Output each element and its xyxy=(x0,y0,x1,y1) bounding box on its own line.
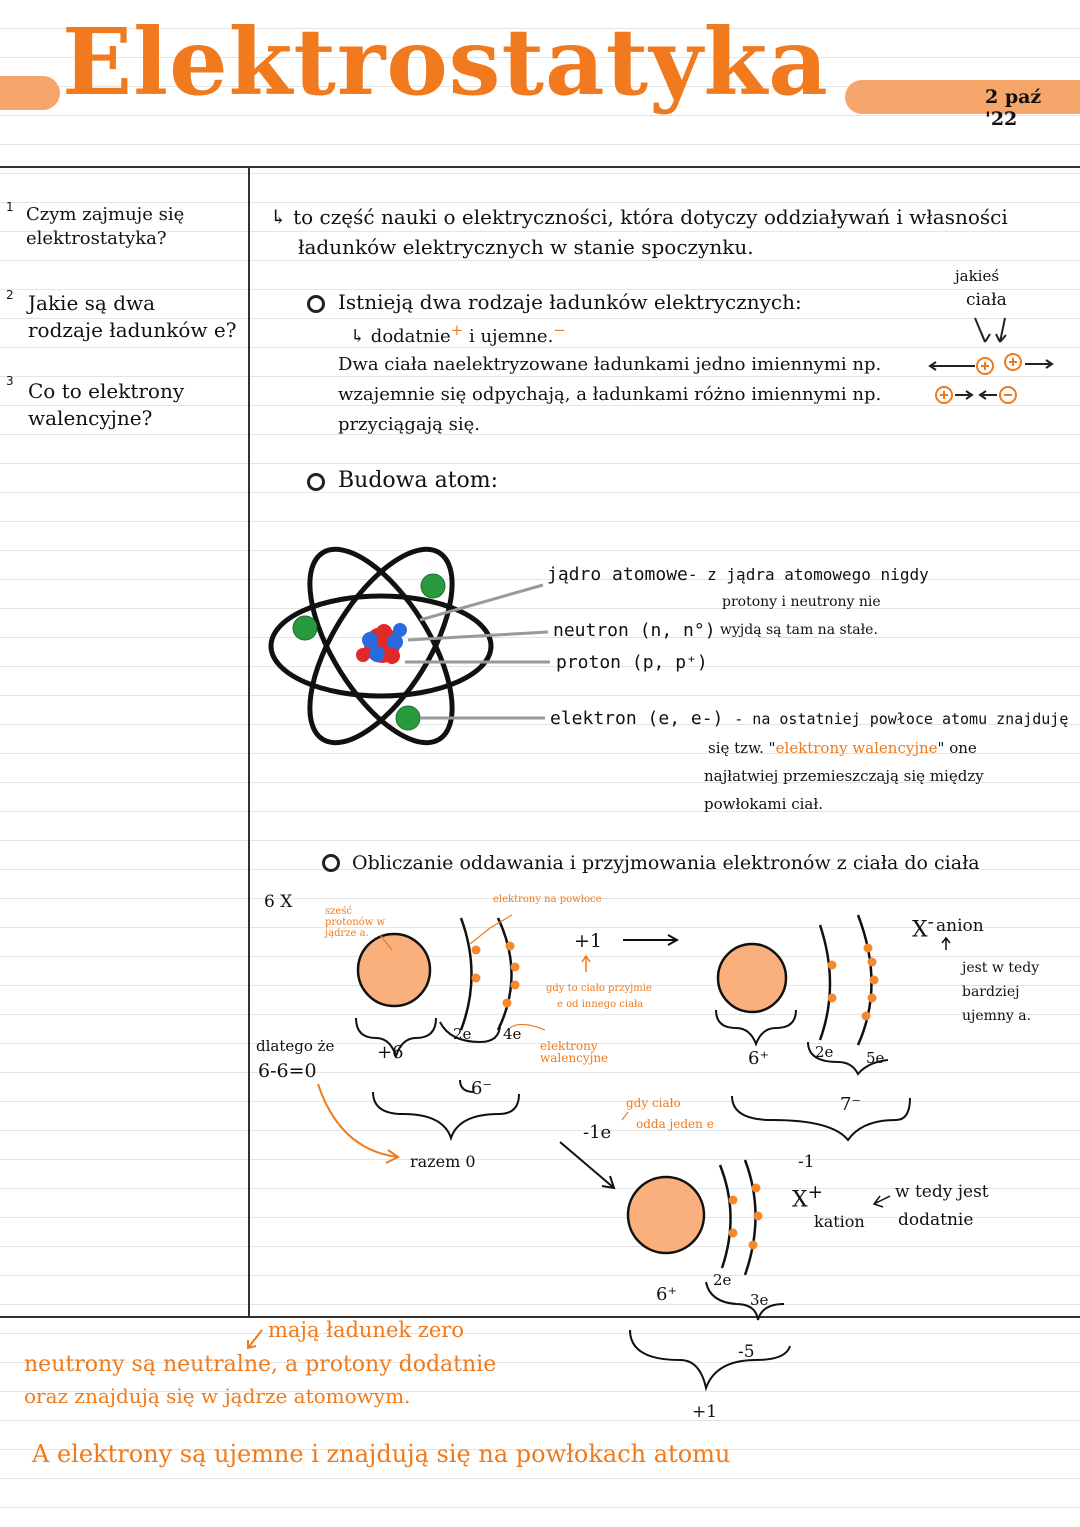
anion-note: bardziej xyxy=(962,984,1020,1000)
electron-note: powłokami ciał. xyxy=(704,795,823,813)
electron-note: - na ostatniej powłoce atomu znajduję xyxy=(734,710,1069,728)
cation-x: X xyxy=(792,1187,808,1213)
outer-shell-count: 4e xyxy=(503,1025,522,1043)
shell-electrons-note: elektrony na powłoce xyxy=(493,894,602,905)
cation-label: kation xyxy=(814,1212,865,1231)
calc-heading: Obliczanie oddawania i przyjmowania elektronów z ciała do ciała xyxy=(352,852,980,874)
anion-protons: 6⁺ xyxy=(748,1048,769,1069)
question-line: elektrostatyka? xyxy=(26,228,167,250)
anion-outer-count: 5e xyxy=(866,1049,885,1067)
total-zero: razem 0 xyxy=(410,1152,476,1171)
six-protons-note: sześć protonów w jądrze a. xyxy=(325,906,385,939)
anion-atom xyxy=(716,915,910,1140)
plus-sign: + xyxy=(450,321,464,339)
cation-note: w tedy jest xyxy=(895,1182,989,1202)
anion-note: jest w tedy xyxy=(962,960,1040,976)
anion-label: anion xyxy=(936,916,984,936)
nucleus-note: wyjdą są tam na stałe. xyxy=(720,622,878,638)
cation-outer-count: 3e xyxy=(750,1291,769,1309)
charges-heading: Istnieją dwa rodzaje ładunków elektrycznych: xyxy=(338,290,802,314)
nucleus-label-text: jądro atomowe xyxy=(547,564,688,585)
loss-label: -1e xyxy=(583,1122,612,1143)
cation-total: +1 xyxy=(692,1402,718,1422)
summary-note: mają ładunek zero xyxy=(268,1318,464,1342)
cation-atom xyxy=(628,1160,790,1388)
charges-line: wzajemnie się odpychają, a ładunkami różno imiennymi np. xyxy=(338,384,882,405)
reason-equation: 6-6=0 xyxy=(258,1060,317,1082)
loss-note: gdy ciało xyxy=(626,1096,681,1110)
question-number: 1 xyxy=(6,200,14,214)
anion-electrons: 7⁻ xyxy=(840,1094,861,1115)
cation-sup: + xyxy=(807,1182,824,1203)
atom-pointers xyxy=(405,585,550,718)
neutral-atom xyxy=(318,915,545,1163)
charges-sub-positive: ↳ dodatnie xyxy=(350,326,451,347)
electrons-sum: 6⁻ xyxy=(471,1078,492,1099)
loss-note: odda jeden e xyxy=(636,1117,714,1131)
question-line: walencyjne? xyxy=(28,406,153,430)
electron-label-text: elektron (e, e-) xyxy=(550,708,724,729)
anion-note: ujemny a. xyxy=(962,1008,1032,1024)
note-date: 2 paź '22 xyxy=(985,86,1042,130)
question-line: Co to elektrony xyxy=(28,379,185,403)
summary-line: A elektrony są ujemne i znajdują się na powłokach atomu xyxy=(32,1440,731,1468)
minus-sign: − xyxy=(553,321,566,339)
element-label: 6 X xyxy=(264,892,293,912)
proton-label: proton (p, p⁺) xyxy=(556,652,708,673)
cation-electrons: -5 xyxy=(738,1342,755,1362)
cation-protons: 6⁺ xyxy=(656,1284,677,1305)
inner-shell-count: 2e xyxy=(453,1025,472,1043)
reason-note: dlatego że xyxy=(256,1037,335,1055)
repulsion-example xyxy=(930,318,1052,374)
question-line: rodzaje ładunków e? xyxy=(28,318,237,342)
electron-note-post: " one xyxy=(937,739,977,757)
nucleus-note: - z jądra atomowego nigdy xyxy=(687,565,929,584)
cation-note: dodatnie xyxy=(898,1210,974,1230)
gain-note: e od innego ciała xyxy=(557,999,644,1010)
page-title: Elektrostatyka xyxy=(62,8,829,116)
gain-label: +1 xyxy=(574,930,603,952)
charges-sub-negative: i ujemne. xyxy=(468,326,554,347)
valence-note: elektrony walencyjne xyxy=(540,1039,609,1065)
charges-line: przyciągają się. xyxy=(338,414,481,435)
definition-line: ↳ to część nauki o elektryczności, która dotyczy oddziaływań i własności xyxy=(270,205,1008,229)
neutron-label: neutron (n, n°) xyxy=(553,620,716,641)
question-number: 2 xyxy=(6,288,14,302)
bodies-label: ciała xyxy=(966,290,1007,310)
anion-total: -1 xyxy=(798,1152,815,1172)
electron-note: najłatwiej przemieszczają się między xyxy=(704,767,984,785)
summary-line: oraz znajdują się w jądrze atomowym. xyxy=(24,1384,411,1408)
attraction-example xyxy=(936,387,1016,403)
protons-sum: +6 xyxy=(377,1042,404,1063)
electron-note-pre: się tzw. " xyxy=(708,739,776,757)
cation-inner-count: 2e xyxy=(713,1271,732,1289)
gain-note: gdy to ciało przyjmie xyxy=(546,983,652,994)
anion-x: X xyxy=(912,917,928,943)
definition-line: ładunków elektrycznych w stanie spoczynku. xyxy=(298,235,754,259)
nucleus-note: protony i neutrony nie xyxy=(722,594,881,610)
anion-inner-count: 2e xyxy=(815,1043,834,1061)
anion-sup: - xyxy=(927,912,934,933)
atom-nucleus xyxy=(356,623,407,664)
atom-heading: Budowa atom: xyxy=(338,468,499,493)
valence-highlight: elektrony walencyjne xyxy=(775,739,938,757)
question-line: Czym zajmuje się xyxy=(26,204,185,225)
charges-line: Dwa ciała naelektryzowane ładunkami jedno imiennymi np. xyxy=(338,354,882,375)
bodies-label: jakieś xyxy=(955,267,1000,285)
question-line: Jakie są dwa xyxy=(28,291,156,315)
summary-line: neutrony są neutralne, a protony dodatnie xyxy=(24,1352,497,1377)
question-number: 3 xyxy=(6,374,14,388)
